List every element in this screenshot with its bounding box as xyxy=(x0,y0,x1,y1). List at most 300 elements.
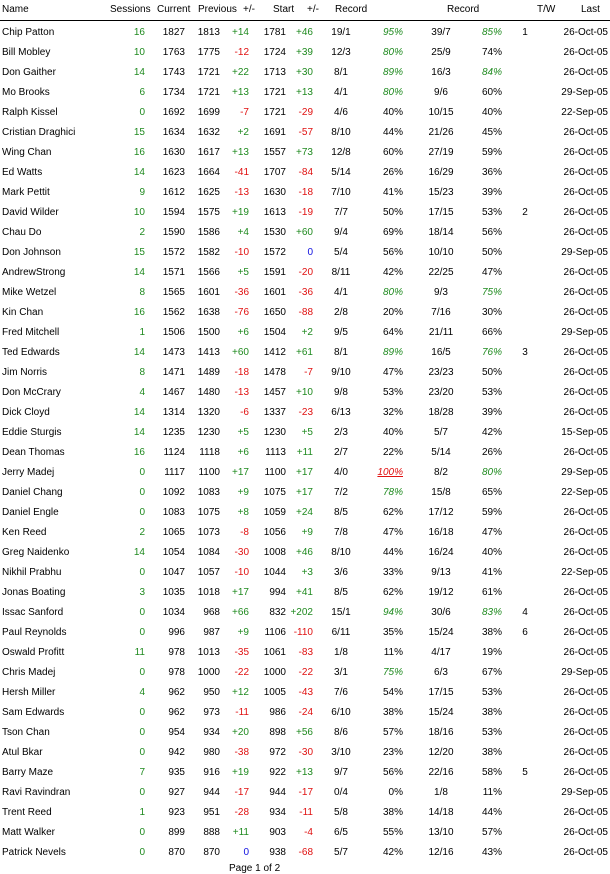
cell-record-1: 8/5 xyxy=(334,507,348,518)
cell-change-previous: -41 xyxy=(234,167,249,178)
cell-pct-1: 80% xyxy=(382,87,403,98)
cell-sessions: 14 xyxy=(133,427,145,438)
cell-record-2: 5/14 xyxy=(431,447,451,458)
cell-record-2: 22/16 xyxy=(428,767,454,778)
cell-name: Mike Wetzel xyxy=(2,287,57,298)
cell-change-previous: +9 xyxy=(237,487,249,498)
cell-start: 1630 xyxy=(263,187,286,198)
cell-name: Jim Norris xyxy=(2,367,47,378)
cell-current: 1571 xyxy=(162,267,185,278)
cell-start: 1478 xyxy=(263,367,286,378)
cell-last: 29-Sep-05 xyxy=(561,467,608,478)
cell-last: 26-Oct-05 xyxy=(563,687,608,698)
cell-record-2: 23/23 xyxy=(428,367,454,378)
cell-pct-1: 100% xyxy=(377,467,403,478)
cell-pct-2: 59% xyxy=(481,147,502,158)
cell-change-previous: -18 xyxy=(234,367,249,378)
cell-name: Wing Chan xyxy=(2,147,52,158)
cell-name: David Wilder xyxy=(2,207,59,218)
cell-change-previous: +13 xyxy=(232,87,249,98)
cell-sessions: 1 xyxy=(139,807,145,818)
cell-pct-1: 60% xyxy=(382,147,403,158)
table-row xyxy=(0,620,610,640)
cell-last: 26-Oct-05 xyxy=(563,207,608,218)
cell-name: Ken Reed xyxy=(2,527,47,538)
cell-record-1: 6/5 xyxy=(334,827,348,838)
cell-name: Eddie Sturgis xyxy=(2,427,62,438)
cell-pct-2: 36% xyxy=(481,167,502,178)
table-row xyxy=(0,220,610,240)
header-previous: Previous xyxy=(198,4,237,15)
cell-change-previous: +66 xyxy=(232,607,249,618)
cell-current: 962 xyxy=(168,687,185,698)
cell-record-1: 5/8 xyxy=(334,807,348,818)
cell-last: 29-Sep-05 xyxy=(561,87,608,98)
cell-sessions: 0 xyxy=(139,507,145,518)
cell-pct-1: 56% xyxy=(382,247,403,258)
cell-sessions: 0 xyxy=(139,707,145,718)
table-row xyxy=(0,260,610,280)
cell-record-2: 6/3 xyxy=(434,667,448,678)
cell-change-start: -29 xyxy=(298,107,313,118)
cell-tw: 4 xyxy=(522,607,528,618)
cell-sessions: 0 xyxy=(139,667,145,678)
cell-previous: 951 xyxy=(203,807,220,818)
cell-current: 1692 xyxy=(162,107,185,118)
cell-start: 994 xyxy=(269,587,286,598)
cell-record-2: 9/3 xyxy=(434,287,448,298)
cell-pct-1: 26% xyxy=(382,167,403,178)
table-row xyxy=(0,540,610,560)
cell-last: 15-Sep-05 xyxy=(561,427,608,438)
cell-previous: 870 xyxy=(203,847,220,858)
cell-pct-1: 89% xyxy=(382,67,403,78)
cell-pct-1: 53% xyxy=(382,387,403,398)
cell-pct-2: 65% xyxy=(481,487,502,498)
cell-change-previous: -30 xyxy=(234,547,249,558)
cell-sessions: 15 xyxy=(133,127,145,138)
cell-sessions: 0 xyxy=(139,847,145,858)
cell-start: 1601 xyxy=(263,287,286,298)
cell-name: Paul Reynolds xyxy=(2,627,67,638)
cell-change-start: +17 xyxy=(296,467,313,478)
cell-change-start: -30 xyxy=(298,747,313,758)
cell-change-start: 0 xyxy=(307,247,313,258)
cell-change-start: -22 xyxy=(298,667,313,678)
cell-name: Daniel Chang xyxy=(2,487,63,498)
cell-change-start: +10 xyxy=(296,387,313,398)
cell-pct-2: 39% xyxy=(481,187,502,198)
header-plusminus-1: +/- xyxy=(243,4,255,15)
cell-pct-2: 50% xyxy=(481,367,502,378)
cell-change-start: +46 xyxy=(296,547,313,558)
cell-pct-2: 50% xyxy=(481,247,502,258)
table-row xyxy=(0,640,610,660)
cell-change-start: -57 xyxy=(298,127,313,138)
cell-current: 1594 xyxy=(162,207,185,218)
cell-pct-2: 76% xyxy=(481,347,502,358)
table-row xyxy=(0,100,610,120)
cell-record-2: 12/20 xyxy=(428,747,454,758)
cell-previous: 1617 xyxy=(197,147,220,158)
cell-pct-2: 40% xyxy=(481,107,502,118)
cell-record-1: 8/6 xyxy=(334,727,348,738)
page-indicator: Page 1 of 2 xyxy=(229,863,281,874)
cell-previous: 1575 xyxy=(197,207,220,218)
cell-last: 26-Oct-05 xyxy=(563,47,608,58)
cell-start: 1721 xyxy=(263,107,286,118)
cell-sessions: 1 xyxy=(139,327,145,338)
table-row xyxy=(0,700,610,720)
cell-start: 1691 xyxy=(263,127,286,138)
cell-current: 1117 xyxy=(164,467,185,478)
cell-current: 1562 xyxy=(162,307,185,318)
cell-start: 1591 xyxy=(263,267,286,278)
cell-last: 29-Sep-05 xyxy=(561,247,608,258)
cell-record-1: 7/8 xyxy=(334,527,348,538)
cell-pct-1: 62% xyxy=(382,507,403,518)
table-row xyxy=(0,780,610,800)
cell-current: 1065 xyxy=(162,527,185,538)
cell-last: 26-Oct-05 xyxy=(563,527,608,538)
table-row xyxy=(0,680,610,700)
cell-pct-2: 85% xyxy=(481,27,502,38)
cell-previous: 1018 xyxy=(197,587,220,598)
cell-start: 1650 xyxy=(263,307,286,318)
cell-name: Fred Mitchell xyxy=(2,327,60,338)
cell-change-start: +46 xyxy=(296,27,313,38)
cell-record-2: 15/24 xyxy=(428,707,454,718)
cell-record-2: 14/18 xyxy=(428,807,454,818)
table-row xyxy=(0,320,610,340)
cell-sessions: 0 xyxy=(139,727,145,738)
cell-sessions: 16 xyxy=(133,447,145,458)
cell-record-2: 17/12 xyxy=(428,507,454,518)
cell-tw: 1 xyxy=(522,27,528,38)
cell-previous: 1699 xyxy=(197,107,220,118)
cell-pct-1: 55% xyxy=(382,827,403,838)
cell-sessions: 14 xyxy=(133,547,145,558)
cell-pct-2: 40% xyxy=(481,547,502,558)
cell-name: Barry Maze xyxy=(2,767,54,778)
cell-record-2: 23/20 xyxy=(428,387,454,398)
cell-change-previous: -10 xyxy=(234,247,249,258)
cell-change-previous: +17 xyxy=(232,587,249,598)
cell-current: 996 xyxy=(168,627,185,638)
cell-name: Ed Watts xyxy=(2,167,43,178)
cell-start: 972 xyxy=(269,747,286,758)
cell-record-2: 17/15 xyxy=(428,207,454,218)
cell-name: Ted Edwards xyxy=(2,347,60,358)
cell-pct-2: 39% xyxy=(481,407,502,418)
cell-last: 26-Oct-05 xyxy=(563,847,608,858)
cell-pct-2: 53% xyxy=(481,727,502,738)
cell-sessions: 0 xyxy=(139,827,145,838)
cell-pct-2: 45% xyxy=(481,127,502,138)
cell-change-previous: +12 xyxy=(232,687,249,698)
cell-change-previous: +13 xyxy=(232,147,249,158)
cell-previous: 1582 xyxy=(197,247,220,258)
cell-name: Ralph Kissel xyxy=(2,107,58,118)
cell-last: 29-Sep-05 xyxy=(561,667,608,678)
cell-pct-2: 56% xyxy=(481,227,502,238)
cell-change-previous: -38 xyxy=(234,747,249,758)
cell-record-2: 16/18 xyxy=(428,527,454,538)
cell-start: 1008 xyxy=(263,547,286,558)
cell-record-2: 21/26 xyxy=(428,127,454,138)
cell-current: 899 xyxy=(168,827,185,838)
cell-pct-2: 74% xyxy=(481,47,502,58)
cell-previous: 1721 xyxy=(197,87,220,98)
cell-tw: 3 xyxy=(522,347,528,358)
cell-change-previous: -13 xyxy=(234,187,249,198)
cell-name: Cristian Draghici xyxy=(2,127,76,138)
cell-pct-1: 40% xyxy=(382,107,403,118)
cell-change-start: -4 xyxy=(304,827,313,838)
cell-last: 26-Oct-05 xyxy=(563,447,608,458)
cell-change-previous: -17 xyxy=(234,787,249,798)
cell-record-1: 3/1 xyxy=(334,667,348,678)
cell-start: 1106 xyxy=(264,627,286,638)
cell-change-previous: +60 xyxy=(232,347,249,358)
cell-current: 1467 xyxy=(162,387,185,398)
cell-pct-1: 94% xyxy=(382,607,403,618)
cell-current: 954 xyxy=(168,727,185,738)
cell-previous: 1057 xyxy=(197,567,220,578)
cell-sessions: 0 xyxy=(139,627,145,638)
cell-previous: 980 xyxy=(203,747,220,758)
cell-pct-1: 69% xyxy=(382,227,403,238)
cell-start: 944 xyxy=(269,787,286,798)
cell-change-start: -68 xyxy=(298,847,313,858)
cell-previous: 973 xyxy=(203,707,220,718)
cell-start: 1724 xyxy=(263,47,286,58)
cell-change-previous: +8 xyxy=(237,507,249,518)
cell-change-start: +73 xyxy=(296,147,313,158)
table-row xyxy=(0,760,610,780)
cell-current: 978 xyxy=(168,667,185,678)
cell-current: 1734 xyxy=(162,87,185,98)
cell-sessions: 4 xyxy=(139,687,145,698)
cell-sessions: 16 xyxy=(133,27,145,38)
table-row xyxy=(0,140,610,160)
cell-last: 26-Oct-05 xyxy=(563,307,608,318)
cell-change-start: +60 xyxy=(296,227,313,238)
cell-record-2: 27/19 xyxy=(428,147,454,158)
cell-name: Ravi Ravindran xyxy=(2,787,71,798)
cell-change-start: +24 xyxy=(296,507,313,518)
cell-current: 978 xyxy=(168,647,185,658)
cell-pct-2: 66% xyxy=(481,327,502,338)
cell-record-1: 6/11 xyxy=(331,627,351,638)
cell-name: Hersh Miller xyxy=(2,687,56,698)
cell-current: 1743 xyxy=(162,67,185,78)
header-last: Last xyxy=(581,4,600,15)
cell-start: 1457 xyxy=(263,387,286,398)
cell-change-previous: -7 xyxy=(240,107,249,118)
cell-previous: 1075 xyxy=(197,507,220,518)
cell-previous: 987 xyxy=(203,627,220,638)
cell-start: 832 xyxy=(269,607,286,618)
cell-change-start: +13 xyxy=(296,87,313,98)
table-row xyxy=(0,200,610,220)
cell-pct-1: 22% xyxy=(382,447,403,458)
cell-pct-2: 83% xyxy=(481,607,502,618)
cell-change-previous: -76 xyxy=(234,307,249,318)
cell-record-1: 19/1 xyxy=(331,27,351,38)
cell-record-1: 2/3 xyxy=(334,427,348,438)
cell-record-2: 15/8 xyxy=(431,487,451,498)
cell-current: 1506 xyxy=(162,327,185,338)
cell-pct-2: 11% xyxy=(482,787,502,798)
cell-record-2: 16/3 xyxy=(431,67,451,78)
cell-start: 903 xyxy=(269,827,286,838)
cell-record-2: 10/10 xyxy=(428,247,454,258)
cell-pct-1: 11% xyxy=(383,647,403,658)
cell-name: Mo Brooks xyxy=(2,87,50,98)
cell-last: 29-Sep-05 xyxy=(561,327,608,338)
cell-record-1: 9/10 xyxy=(331,367,351,378)
cell-previous: 1775 xyxy=(197,47,220,58)
cell-current: 1092 xyxy=(162,487,185,498)
cell-record-2: 4/17 xyxy=(431,647,451,658)
cell-record-1: 8/11 xyxy=(331,267,351,278)
cell-start: 1412 xyxy=(263,347,286,358)
cell-name: Patrick Nevels xyxy=(2,847,66,858)
header-tw: T/W xyxy=(537,4,556,15)
cell-record-1: 6/10 xyxy=(331,707,351,718)
table-row xyxy=(0,420,610,440)
cell-start: 1557 xyxy=(263,147,286,158)
cell-start: 1613 xyxy=(263,207,286,218)
cell-previous: 1118 xyxy=(199,447,220,458)
cell-pct-2: 53% xyxy=(481,207,502,218)
cell-last: 26-Oct-05 xyxy=(563,227,608,238)
cell-current: 1572 xyxy=(162,247,185,258)
cell-tw: 6 xyxy=(522,627,528,638)
cell-start: 1781 xyxy=(263,27,286,38)
cell-name: Nikhil Prabhu xyxy=(2,567,62,578)
cell-pct-2: 30% xyxy=(481,307,502,318)
cell-name: Dick Cloyd xyxy=(2,407,50,418)
cell-record-2: 19/12 xyxy=(428,587,454,598)
cell-record-1: 4/1 xyxy=(334,87,348,98)
cell-sessions: 2 xyxy=(139,527,145,538)
header-sessions: Sessions xyxy=(110,4,151,15)
cell-pct-2: 80% xyxy=(481,467,502,478)
cell-start: 1059 xyxy=(263,507,286,518)
cell-previous: 1500 xyxy=(197,327,220,338)
table-row xyxy=(0,740,610,760)
cell-change-previous: -13 xyxy=(234,387,249,398)
cell-change-previous: +9 xyxy=(237,627,249,638)
cell-record-1: 12/8 xyxy=(331,147,351,158)
cell-previous: 1084 xyxy=(197,547,220,558)
cell-pct-2: 47% xyxy=(481,527,502,538)
table-row xyxy=(0,20,610,40)
cell-record-1: 7/2 xyxy=(334,487,348,498)
cell-last: 26-Oct-05 xyxy=(563,747,608,758)
cell-record-1: 8/10 xyxy=(331,547,351,558)
cell-change-start: +56 xyxy=(296,727,313,738)
cell-previous: 1721 xyxy=(197,67,220,78)
cell-record-2: 16/29 xyxy=(428,167,454,178)
cell-last: 26-Oct-05 xyxy=(563,727,608,738)
cell-change-previous: +14 xyxy=(232,27,249,38)
cell-previous: 1230 xyxy=(197,427,220,438)
cell-pct-1: 33% xyxy=(382,567,403,578)
cell-current: 1035 xyxy=(162,587,185,598)
cell-name: AndrewStrong xyxy=(2,267,66,278)
cell-record-1: 8/5 xyxy=(334,587,348,598)
cell-start: 1572 xyxy=(263,247,286,258)
cell-start: 934 xyxy=(269,807,286,818)
cell-current: 1623 xyxy=(162,167,185,178)
cell-pct-2: 38% xyxy=(481,707,502,718)
cell-name: Dean Thomas xyxy=(2,447,65,458)
cell-record-1: 9/4 xyxy=(334,227,348,238)
cell-change-previous: -11 xyxy=(235,707,249,718)
cell-current: 935 xyxy=(168,767,185,778)
cell-sessions: 16 xyxy=(133,307,145,318)
cell-pct-1: 50% xyxy=(382,207,403,218)
cell-pct-2: 47% xyxy=(481,267,502,278)
cell-change-start: +39 xyxy=(296,47,313,58)
cell-record-2: 21/11 xyxy=(428,327,454,338)
cell-pct-1: 64% xyxy=(382,327,403,338)
cell-last: 22-Sep-05 xyxy=(561,107,608,118)
cell-start: 1044 xyxy=(263,567,286,578)
table-row xyxy=(0,160,610,180)
cell-record-2: 18/16 xyxy=(428,727,454,738)
header-name: Name xyxy=(2,4,29,15)
table-row xyxy=(0,340,610,360)
cell-name: Tson Chan xyxy=(2,727,50,738)
cell-previous: 934 xyxy=(203,727,220,738)
cell-start: 1100 xyxy=(264,467,286,478)
cell-name: Oswald Profitt xyxy=(2,647,65,658)
cell-current: 1565 xyxy=(162,287,185,298)
cell-current: 1634 xyxy=(162,127,185,138)
cell-current: 1827 xyxy=(162,27,185,38)
cell-sessions: 4 xyxy=(139,387,145,398)
cell-change-previous: +19 xyxy=(232,767,249,778)
cell-last: 26-Oct-05 xyxy=(563,407,608,418)
cell-record-1: 4/1 xyxy=(334,287,348,298)
cell-start: 938 xyxy=(269,847,286,858)
cell-record-1: 2/7 xyxy=(334,447,348,458)
cell-record-2: 16/24 xyxy=(428,547,454,558)
table-row xyxy=(0,360,610,380)
cell-start: 1707 xyxy=(263,167,286,178)
table-row xyxy=(0,80,610,100)
cell-change-start: -24 xyxy=(298,707,313,718)
cell-pct-1: 54% xyxy=(382,687,403,698)
cell-record-1: 1/8 xyxy=(334,647,348,658)
cell-change-previous: +5 xyxy=(237,267,249,278)
cell-record-2: 39/7 xyxy=(431,27,451,38)
cell-pct-1: 20% xyxy=(382,307,403,318)
cell-change-start: +2 xyxy=(301,327,313,338)
cell-change-start: -11 xyxy=(299,807,313,818)
cell-current: 962 xyxy=(168,707,185,718)
cell-last: 26-Oct-05 xyxy=(563,147,608,158)
cell-record-1: 5/7 xyxy=(334,847,348,858)
cell-change-previous: +11 xyxy=(232,827,249,838)
cell-sessions: 14 xyxy=(133,67,145,78)
cell-previous: 1813 xyxy=(197,27,220,38)
cell-last: 22-Sep-05 xyxy=(561,487,608,498)
